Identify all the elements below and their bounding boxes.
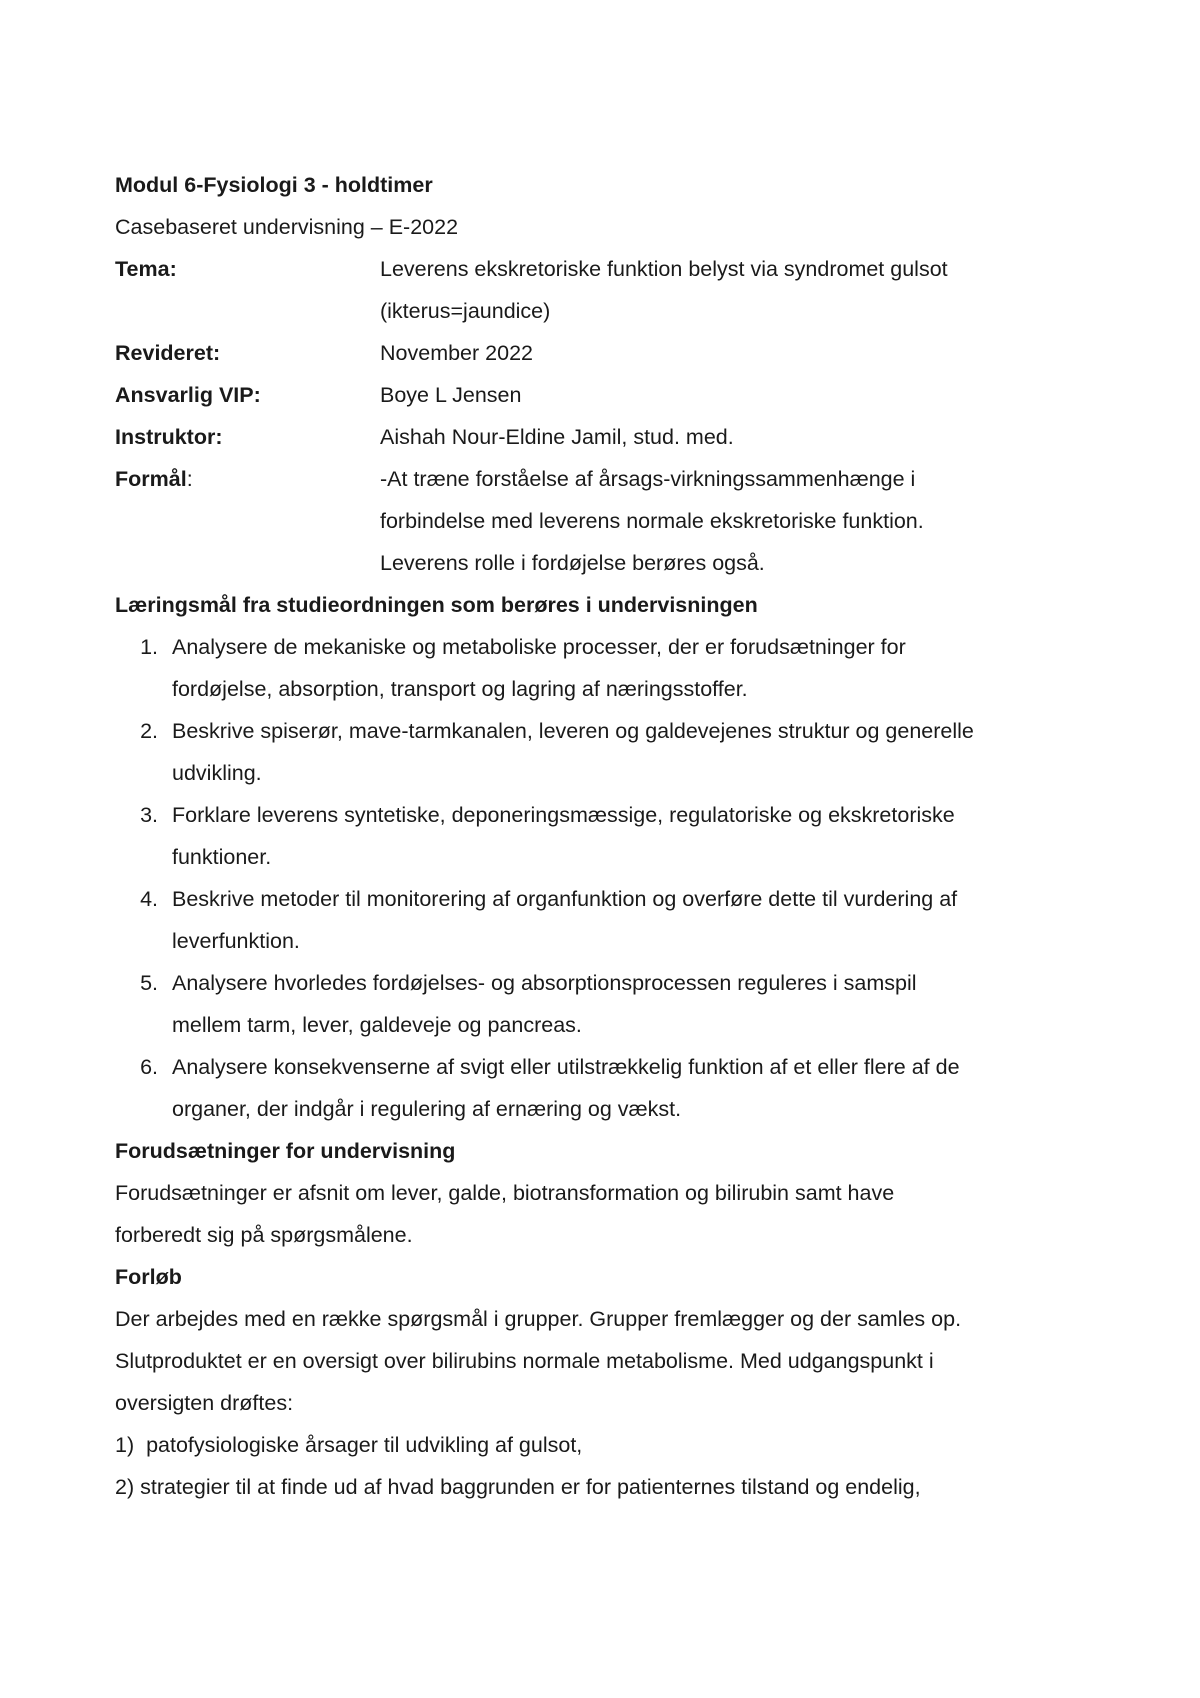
meta-label-revideret: Revideret: (115, 341, 221, 365)
learning-goal-number: 5. (140, 971, 158, 995)
learning-goal-line1: Analysere konsekvenserne af svigt eller utilstrækkelig funktion af et eller flere af de (172, 1055, 960, 1079)
meta-label-formaal (115, 458, 380, 500)
learning-goal-item (115, 1046, 1095, 1130)
learning-goal-item (115, 794, 1095, 878)
learning-goal-item (115, 710, 1095, 794)
meta-row-ansvarlig (115, 374, 1095, 416)
meta-value-formaal-line2: forbindelse med leverens normale ekskretoriske funktion. (380, 509, 924, 533)
prerequisites-line2: forberedt sig på spørgsmålene. (115, 1223, 413, 1247)
learning-goal-line2: organer, der indgår i regulering af ernæring og vækst. (172, 1097, 682, 1121)
learning-goals-heading: Læringsmål fra studieordningen som berøres i undervisningen (115, 593, 758, 617)
course-line3: oversigten drøftes: (115, 1391, 294, 1415)
meta-label-instruktor: Instruktor: (115, 425, 223, 449)
learning-goal-line2: leverfunktion. (172, 929, 300, 953)
learning-goal-number: 1. (140, 635, 158, 659)
course-point2: 2) strategier til at finde ud af hvad baggrunden er for patienternes tilstand og endelig, (115, 1475, 921, 1499)
prerequisites-heading: Forudsætninger for undervisning (115, 1139, 456, 1163)
course-heading: Forløb (115, 1265, 182, 1289)
meta-value-formaal-line1: -At træne forståelse af årsags-virkningssammenhænge i (380, 467, 916, 491)
learning-goal-line1: Analysere de mekaniske og metaboliske processer, der er forudsætninger for (172, 635, 906, 659)
meta-value-tema-line2: (ikterus=jaundice) (380, 299, 551, 323)
document-page (115, 164, 1095, 1508)
learning-goal-number: 6. (140, 1055, 158, 1079)
document-title: Modul 6-Fysiologi 3 - holdtimer (115, 173, 433, 197)
learning-goal-number: 3. (140, 803, 158, 827)
learning-goal-line1: Analysere hvorledes fordøjelses- og absorptionsprocessen reguleres i samspil (172, 971, 917, 995)
document-subtitle: Casebaseret undervisning – E-2022 (115, 215, 459, 239)
meta-value-revideret: November 2022 (380, 341, 533, 365)
learning-goal-line2: funktioner. (172, 845, 272, 869)
learning-goal-line1: Beskrive spiserør, mave-tarmkanalen, leveren og galdevejenes struktur og generelle (172, 719, 974, 743)
course-point1: 1) patofysiologiske årsager til udvikling af gulsot, (115, 1433, 583, 1457)
learning-goal-line1: Forklare leverens syntetiske, deponeringsmæssige, regulatoriske og ekskretoriske (172, 803, 955, 827)
meta-value-formaal-line3: Leverens rolle i fordøjelse berøres også. (380, 551, 765, 575)
learning-goal-line1: Beskrive metoder til monitorering af organfunktion og overføre dette til vurdering af (172, 887, 958, 911)
learning-goal-item (115, 878, 1095, 962)
learning-goal-item (115, 626, 1095, 710)
meta-value-tema-line1: Leverens ekskretoriske funktion belyst via syndromet gulsot (380, 257, 948, 281)
meta-label-formaal-text: Formål (115, 467, 187, 491)
prerequisites-line1: Forudsætninger er afsnit om lever, galde, biotransformation og bilirubin samt have (115, 1181, 895, 1205)
meta-label-ansvarlig: Ansvarlig VIP: (115, 383, 261, 407)
meta-value-ansvarlig: Boye L Jensen (380, 383, 522, 407)
learning-goal-line2: fordøjelse, absorption, transport og lagring af næringsstoffer. (172, 677, 748, 701)
meta-row-instruktor (115, 416, 1095, 458)
learning-goal-item (115, 962, 1095, 1046)
meta-row-tema (115, 248, 1095, 332)
course-line2: Slutproduktet er en oversigt over bilirubins normale metabolisme. Med udgangspunkt i (115, 1349, 934, 1373)
learning-goals-list (115, 626, 1095, 1130)
learning-goal-line2: udvikling. (172, 761, 262, 785)
course-line1: Der arbejdes med en række spørgsmål i grupper. Grupper fremlægger og der samles op. (115, 1307, 962, 1331)
meta-row-revideret (115, 332, 1095, 374)
learning-goal-number: 4. (140, 887, 158, 911)
meta-value-instruktor: Aishah Nour-Eldine Jamil, stud. med. (380, 425, 734, 449)
meta-label-formaal-colon: : (186, 467, 193, 491)
meta-label-tema: Tema: (115, 257, 177, 281)
meta-row-formaal (115, 458, 1095, 584)
learning-goal-line2: mellem tarm, lever, galdeveje og pancreas. (172, 1013, 582, 1037)
learning-goal-number: 2. (140, 719, 158, 743)
